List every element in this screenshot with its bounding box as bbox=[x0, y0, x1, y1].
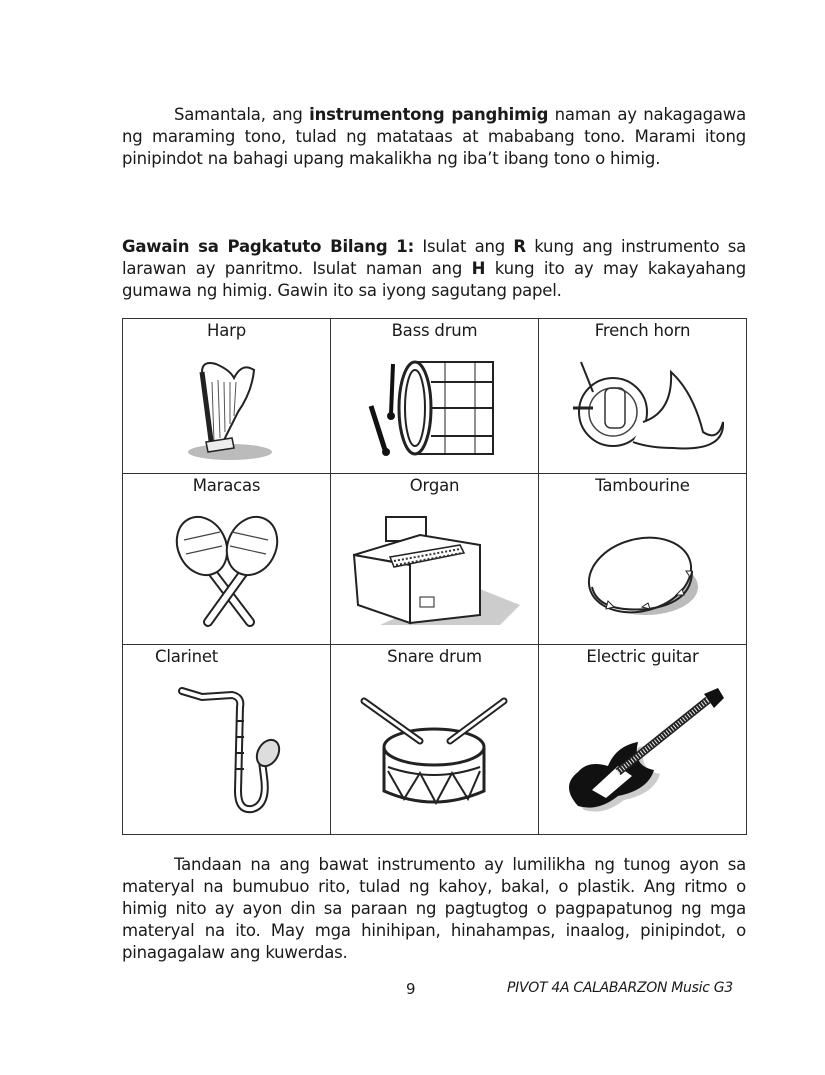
instrument-label: Electric guitar bbox=[586, 647, 699, 666]
snare-drum-icon bbox=[360, 691, 510, 811]
cell-electric-guitar bbox=[539, 645, 747, 835]
french-horn-icon bbox=[553, 352, 733, 462]
cell-tambourine bbox=[539, 474, 747, 645]
letter-h: H bbox=[471, 259, 486, 278]
cell-organ bbox=[331, 474, 539, 645]
activity-heading: Gawain sa Pagkatuto Bilang 1: bbox=[122, 237, 414, 256]
maracas-icon bbox=[172, 510, 282, 630]
instrument-label: Snare drum bbox=[387, 647, 482, 666]
instrument-label: Clarinet bbox=[155, 647, 219, 666]
cell-clarinet bbox=[123, 645, 331, 835]
instrument-label: Maracas bbox=[192, 476, 261, 495]
activity-instructions bbox=[122, 236, 746, 302]
footer-source: PIVOT 4A CALABARZON Music G3 bbox=[507, 980, 733, 996]
tambourine-icon bbox=[578, 515, 708, 625]
instrument-table bbox=[122, 318, 747, 835]
harp-icon bbox=[172, 352, 282, 462]
organ-icon bbox=[350, 505, 520, 635]
cell-french-horn bbox=[539, 319, 747, 474]
intro-term: instrumentong panghimig bbox=[309, 105, 549, 124]
saxophone-icon bbox=[172, 681, 282, 821]
cell-snare-drum bbox=[331, 645, 539, 835]
bass-drum-icon bbox=[365, 352, 505, 462]
page-number: 9 bbox=[406, 980, 416, 998]
electric-guitar-icon bbox=[558, 686, 728, 816]
instrument-label: Tambourine bbox=[595, 476, 690, 495]
cell-maracas bbox=[123, 474, 331, 645]
instrument-label: French horn bbox=[594, 321, 691, 340]
letter-r: R bbox=[513, 237, 526, 256]
cell-harp bbox=[123, 319, 331, 474]
activity-text-2: kung ang instrumento sa larawan ay panritmo. Isulat naman ang bbox=[122, 237, 747, 278]
intro-paragraph bbox=[122, 104, 746, 170]
intro-rest: naman ay nakagagawa ng maraming tono, tulad ng matataas at mababang tono. Marami itong pinipindot na bahagi upang makalikha ng iba’t ibang tono o himig. bbox=[122, 105, 747, 168]
instrument-label: Bass drum bbox=[391, 321, 478, 340]
activity-text-1: Isulat ang bbox=[414, 237, 514, 256]
intro-lead: Samantala, ang bbox=[174, 105, 310, 124]
instrument-label: Organ bbox=[409, 476, 460, 495]
activity-text-3: kung ito ay may kakayahang gumawa ng himig. Gawin ito sa iyong sagutang papel. bbox=[122, 259, 746, 300]
instrument-label: Harp bbox=[207, 321, 246, 340]
cell-bass-drum bbox=[331, 319, 539, 474]
closing-paragraph: Tandaan na ang bawat instrumento ay lumilikha ng tunog ayon sa materyal na bumubuo rito, tulad ng kahoy, bakal, o plastik. Ang ritmo o himig nito ay ayon din sa paraan ng pagtugtog o pagpapatunog ng mga materyal na ito. May mga hinihipan, hinahampas, inaalog, pinipindot, o pinagagalaw ang kuwerdas. bbox=[122, 855, 746, 962]
